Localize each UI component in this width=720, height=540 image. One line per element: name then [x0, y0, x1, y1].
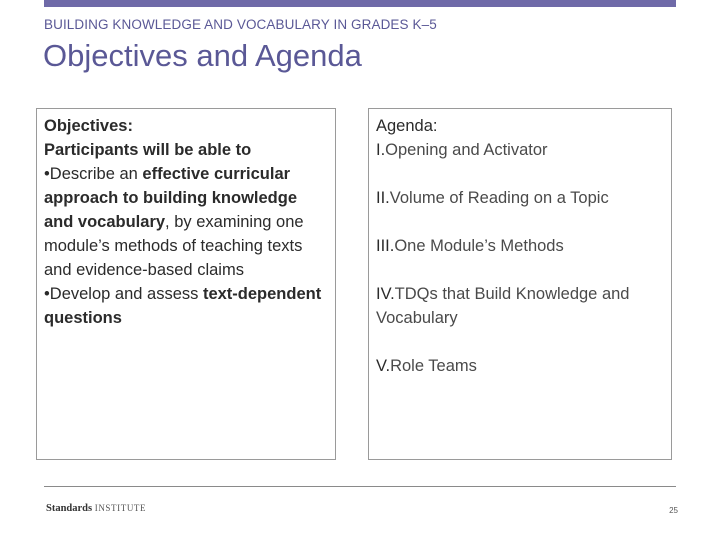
agenda-item [376, 234, 665, 258]
agenda-item-text: TDQs that Build Knowledge and Vocabulary [376, 285, 630, 327]
agenda-item-number: I. [376, 141, 386, 159]
objective-bullet-text: •Describe an [44, 165, 143, 183]
agenda-item-text: Volume of Reading on a Topic [389, 189, 609, 207]
agenda-item-text: Role Teams [390, 357, 477, 375]
page-title: Objectives and Agenda [43, 38, 362, 73]
agenda-item-number: V. [376, 357, 391, 375]
agenda-item [376, 186, 665, 210]
agenda-box [368, 108, 672, 460]
header-label: BUILDING KNOWLEDGE AND VOCABULARY IN GRADES K–5 [44, 17, 437, 32]
top-accent-bar [44, 0, 676, 7]
agenda-item-number: IV. [376, 285, 395, 303]
logo-strong-text: Standards [46, 503, 93, 514]
footer-divider [44, 486, 676, 487]
agenda-item-number: III. [376, 237, 395, 255]
agenda-item-text: One Module’s Methods [394, 237, 564, 255]
agenda-item-text: Opening and Activator [385, 141, 548, 159]
objectives-heading: Objectives: [44, 117, 133, 135]
objectives-content [44, 114, 329, 330]
objective-emphasis: effective curricular approach to building knowledge and vocabulary [44, 165, 298, 231]
objective-item [44, 162, 329, 282]
page-number: 25 [669, 506, 678, 515]
logo-light-text: INSTITUTE [94, 503, 147, 513]
objective-bullet-text: , by examining one module’s methods of teaching texts and evidence-based claims [44, 213, 304, 279]
agenda-heading: Agenda: [376, 117, 438, 135]
objectives-intro: Participants will be able to [44, 141, 252, 159]
agenda-item-number: II. [376, 189, 390, 207]
objective-item [44, 282, 329, 330]
objective-bullet-text: •Develop and assess [44, 285, 203, 303]
agenda-item [376, 354, 665, 378]
agenda-item [376, 282, 665, 330]
objective-emphasis: text-dependent questions [44, 285, 322, 327]
standards-institute-logo [46, 503, 146, 514]
objectives-box [36, 108, 336, 460]
agenda-item [376, 138, 665, 162]
agenda-content [376, 114, 665, 402]
